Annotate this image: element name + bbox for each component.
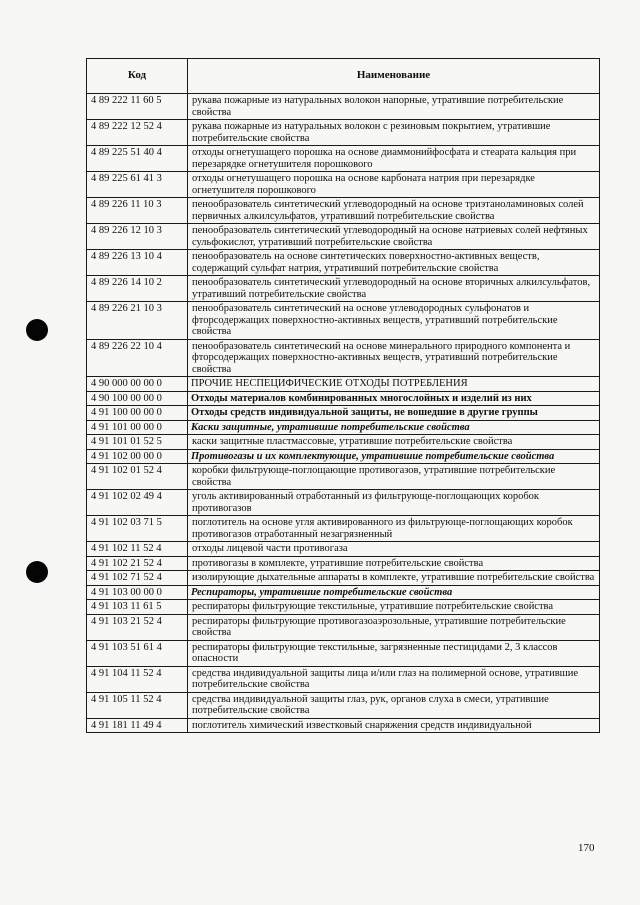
waste-name-cell: пенообразователь синтетический на основе минерального природного компонента и фторсодержащих поверхностно-активных веществ, утративший потребительские свойства [188, 339, 600, 377]
waste-name-cell: противогазы в комплекте, утратившие потребительские свойства [188, 556, 600, 571]
waste-code-cell: 4 89 226 21 10 3 [87, 302, 188, 340]
waste-code-cell: 4 89 226 13 10 4 [87, 250, 188, 276]
waste-name-cell: каски защитные пластмассовые, утратившие потребительские свойства [188, 435, 600, 450]
table-row [87, 571, 600, 586]
waste-code-cell: 4 89 225 51 40 4 [87, 146, 188, 172]
waste-code-cell: 4 91 181 11 49 4 [87, 718, 188, 733]
waste-code-cell: 4 91 103 21 52 4 [87, 614, 188, 640]
waste-code-cell: 4 89 222 11 60 5 [87, 94, 188, 120]
waste-code-cell: 4 91 104 11 52 4 [87, 666, 188, 692]
table-row [87, 302, 600, 340]
waste-code-cell: 4 91 105 11 52 4 [87, 692, 188, 718]
waste-code-cell: 4 90 000 00 00 0 [87, 377, 188, 392]
table-row [87, 692, 600, 718]
waste-name-cell: средства индивидуальной защиты лица и/или глаз на полимерной основе, утратившие потребительские свойства [188, 666, 600, 692]
table-row [87, 600, 600, 615]
table-header-row [87, 59, 600, 94]
table-row [87, 640, 600, 666]
waste-name-cell: рукава пожарные из натуральных волокон с резиновым покрытием, утратившие потребительские свойства [188, 120, 600, 146]
table-row [87, 146, 600, 172]
waste-name-cell: пенообразователь синтетический на основе углеводородных сульфонатов и фторсодержащих поверхностно-активных веществ, утративший потребительские свойства [188, 302, 600, 340]
table-row [87, 718, 600, 733]
waste-code-cell: 4 91 103 11 61 5 [87, 600, 188, 615]
waste-code-cell: 4 91 102 21 52 4 [87, 556, 188, 571]
table-row [87, 449, 600, 464]
waste-name-cell: пенообразователь синтетический углеводородный на основе вторичных алкилсульфатов, утративший потребительские свойства [188, 276, 600, 302]
waste-code-cell: 4 91 102 02 49 4 [87, 490, 188, 516]
waste-name-cell: пенообразователь синтетический углеводородный на основе триэтаноламиновых солей первичных алкилсульфатов, утративший потребительские свойства [188, 198, 600, 224]
waste-name-cell: уголь активированный отработанный из фильтрующе-поглощающих коробок противогазов [188, 490, 600, 516]
waste-code-cell: 4 89 226 22 10 4 [87, 339, 188, 377]
waste-name-cell: изолирующие дыхательные аппараты в комплекте, утратившие потребительские свойства [188, 571, 600, 586]
waste-code-cell: 4 89 222 12 52 4 [87, 120, 188, 146]
waste-name-cell: рукава пожарные из натуральных волокон напорные, утратившие потребительские свойства [188, 94, 600, 120]
waste-name-cell: отходы огнетушащего порошка на основе карбоната натрия при перезарядке огнетушителя порошкового [188, 172, 600, 198]
table-row [87, 172, 600, 198]
waste-name-cell: коробки фильтрующе-поглощающие противогазов, утратившие потребительские свойства [188, 464, 600, 490]
table-row [87, 94, 600, 120]
waste-code-cell: 4 91 102 71 52 4 [87, 571, 188, 586]
table-row [87, 339, 600, 377]
waste-name-cell: Отходы материалов комбинированных многослойных и изделий из них [188, 391, 600, 406]
waste-name-cell: респираторы фильтрующие противогазоаэрозольные, утратившие потребительские свойства [188, 614, 600, 640]
table-row [87, 542, 600, 557]
waste-code-cell: 4 91 103 51 61 4 [87, 640, 188, 666]
header-code: Код [87, 59, 188, 94]
waste-name-cell: поглотитель на основе угля активированного из фильтрующе-поглощающих коробок противогазов отработанный незагрязненный [188, 516, 600, 542]
table-row [87, 464, 600, 490]
waste-code-cell: 4 89 226 14 10 2 [87, 276, 188, 302]
page-number: 170 [578, 842, 595, 854]
table-row [87, 198, 600, 224]
waste-name-cell: респираторы фильтрующие текстильные, загрязненные пестицидами 2, 3 классов опасности [188, 640, 600, 666]
waste-name-cell: Отходы средств индивидуальной защиты, не вошедшие в другие группы [188, 406, 600, 421]
waste-name-cell: Респираторы, утратившие потребительские свойства [188, 585, 600, 600]
waste-code-cell: 4 90 100 00 00 0 [87, 391, 188, 406]
waste-code-cell: 4 89 226 12 10 3 [87, 224, 188, 250]
table-row [87, 435, 600, 450]
table-row [87, 516, 600, 542]
waste-name-cell: пенообразователь на основе синтетических поверхностно-активных веществ, содержащий сульфат натрия, утративший потребительские свойства [188, 250, 600, 276]
waste-name-cell: респираторы фильтрующие текстильные, утратившие потребительские свойства [188, 600, 600, 615]
table-row [87, 406, 600, 421]
waste-name-cell: ПРОЧИЕ НЕСПЕЦИФИЧЕСКИЕ ОТХОДЫ ПОТРЕБЛЕНИЯ [188, 377, 600, 392]
table-row [87, 377, 600, 392]
table-row [87, 391, 600, 406]
waste-name-cell: Каски защитные, утратившие потребительские свойства [188, 420, 600, 435]
table-row [87, 666, 600, 692]
waste-code-cell: 4 91 101 01 52 5 [87, 435, 188, 450]
table-row [87, 276, 600, 302]
waste-name-cell: Противогазы и их комплектующие, утратившие потребительские свойства [188, 449, 600, 464]
table-row [87, 224, 600, 250]
table-row [87, 420, 600, 435]
waste-name-cell: поглотитель химический известковый снаряжения средств индивидуальной [188, 718, 600, 733]
table-row [87, 120, 600, 146]
waste-code-cell: 4 91 103 00 00 0 [87, 585, 188, 600]
waste-code-cell: 4 91 102 03 71 5 [87, 516, 188, 542]
waste-code-cell: 4 89 225 61 41 3 [87, 172, 188, 198]
waste-classification-table [86, 58, 600, 733]
waste-code-cell: 4 91 100 00 00 0 [87, 406, 188, 421]
table-row [87, 585, 600, 600]
table-row [87, 614, 600, 640]
table-row [87, 250, 600, 276]
waste-code-cell: 4 91 102 00 00 0 [87, 449, 188, 464]
waste-code-cell: 4 89 226 11 10 3 [87, 198, 188, 224]
waste-name-cell: пенообразователь синтетический углеводородный на основе натриевых солей нефтяных сульфокислот, утративший потребительские свойства [188, 224, 600, 250]
waste-code-cell: 4 91 101 00 00 0 [87, 420, 188, 435]
punch-hole-top [26, 319, 48, 341]
waste-name-cell: отходы огнетушащего порошка на основе диаммонийфосфата и стеарата кальция при перезарядке огнетушителя порошкового [188, 146, 600, 172]
table-body [87, 94, 600, 733]
waste-code-cell: 4 91 102 01 52 4 [87, 464, 188, 490]
punch-hole-bottom [26, 561, 48, 583]
waste-name-cell: средства индивидуальной защиты глаз, рук, органов слуха в смеси, утратившие потребительские свойства [188, 692, 600, 718]
header-name: Наименование [188, 59, 600, 94]
waste-name-cell: отходы лицевой части противогаза [188, 542, 600, 557]
waste-code-cell: 4 91 102 11 52 4 [87, 542, 188, 557]
table-row [87, 490, 600, 516]
table-row [87, 556, 600, 571]
